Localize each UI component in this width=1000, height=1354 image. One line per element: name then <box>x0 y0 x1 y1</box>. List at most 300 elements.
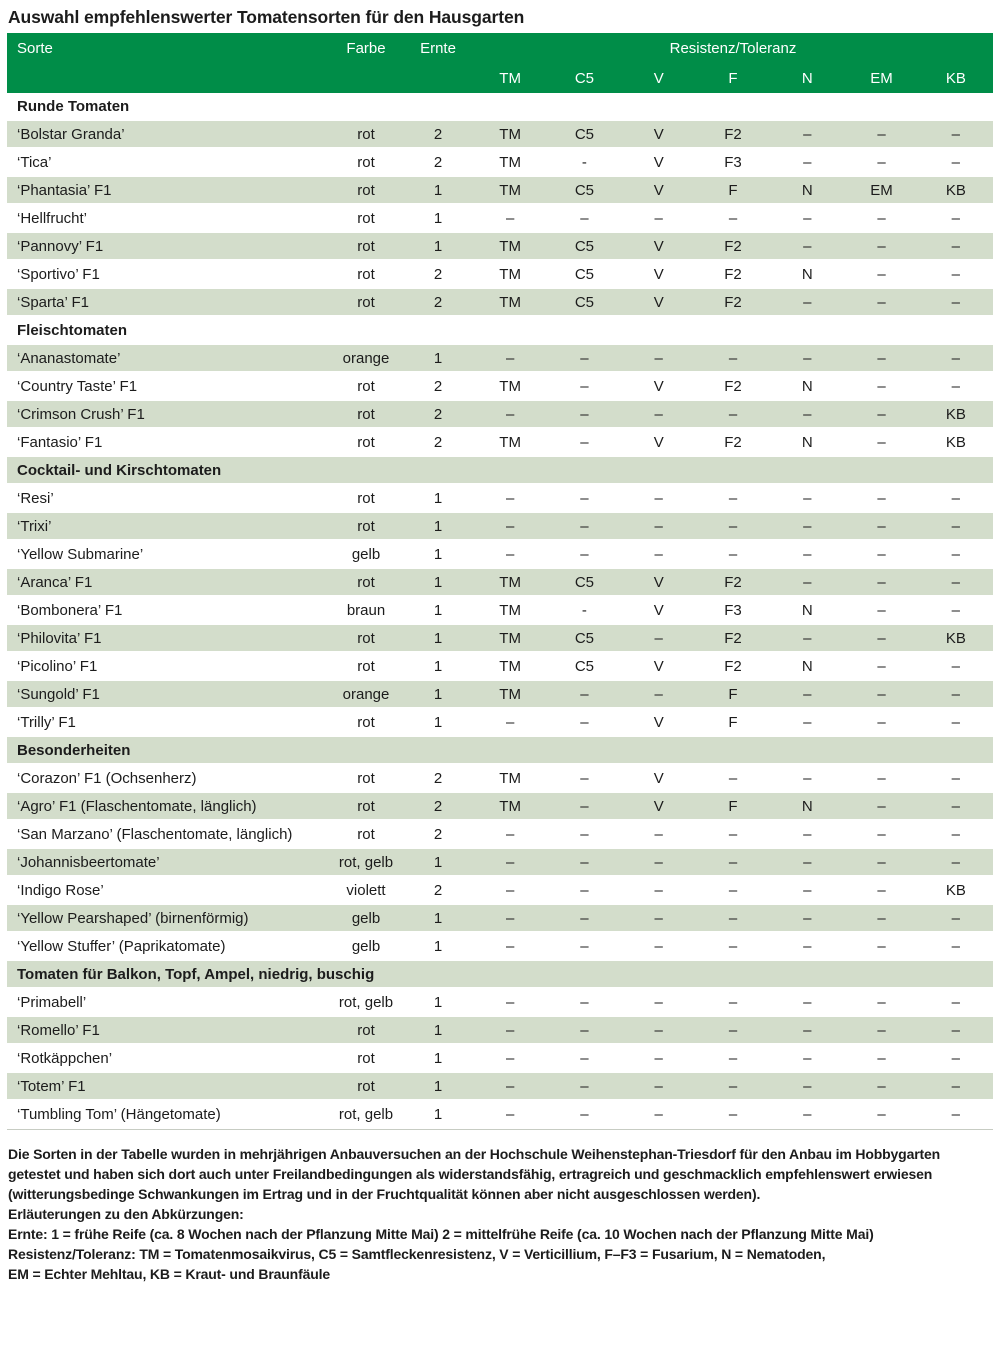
harvest-cell: 2 <box>403 401 473 429</box>
color-cell: rot <box>329 821 403 849</box>
resistance-cell-tm: TM <box>473 793 547 821</box>
resistance-cell-em: – <box>844 1045 918 1073</box>
resistance-cell-v: – <box>622 1017 696 1045</box>
harvest-cell: 1 <box>403 681 473 709</box>
resistance-cell-c5: C5 <box>547 569 621 597</box>
resistance-cell-n: – <box>770 233 844 261</box>
resistance-cell-tm: – <box>473 877 547 905</box>
table-row <box>7 877 993 905</box>
color-cell: rot <box>329 177 403 205</box>
resistance-cell-v: V <box>622 569 696 597</box>
resistance-cell-kb: – <box>919 485 993 513</box>
resistance-cell-n: – <box>770 625 844 653</box>
color-cell: rot <box>329 709 403 737</box>
resistance-cell-kb: KB <box>919 877 993 905</box>
resistance-cell-tm: TM <box>473 177 547 205</box>
resistance-cell-v: – <box>622 1073 696 1101</box>
resistance-cell-n: – <box>770 149 844 177</box>
color-cell: rot <box>329 793 403 821</box>
resistance-cell-n: – <box>770 205 844 233</box>
resistance-cell-em: – <box>844 989 918 1017</box>
resistance-cell-v: – <box>622 345 696 373</box>
table-row <box>7 709 993 737</box>
table-row <box>7 121 993 149</box>
resistance-cell-c5: – <box>547 1101 621 1129</box>
column-header-em: EM <box>844 63 918 93</box>
table-row <box>7 569 993 597</box>
color-cell: rot <box>329 205 403 233</box>
column-header-v: V <box>622 63 696 93</box>
column-header-tm: TM <box>473 63 547 93</box>
resistance-cell-c5: – <box>547 709 621 737</box>
resistance-cell-c5: – <box>547 821 621 849</box>
resistance-cell-v: – <box>622 905 696 933</box>
color-cell: rot <box>329 401 403 429</box>
resistance-cell-f: F <box>696 793 770 821</box>
header-row-resistance-codes <box>7 63 993 93</box>
resistance-cell-c5: – <box>547 989 621 1017</box>
resistance-cell-c5: – <box>547 905 621 933</box>
resistance-cell-n: – <box>770 121 844 149</box>
variety-name-cell: ‘Aranca’ F1 <box>7 569 329 597</box>
variety-name-cell: ‘Primabell’ <box>7 989 329 1017</box>
resistance-cell-f: – <box>696 541 770 569</box>
variety-name-cell: ‘Romello’ F1 <box>7 1017 329 1045</box>
harvest-cell: 1 <box>403 485 473 513</box>
harvest-cell: 1 <box>403 345 473 373</box>
resistance-cell-c5: C5 <box>547 625 621 653</box>
harvest-cell: 2 <box>403 793 473 821</box>
resistance-cell-kb: – <box>919 597 993 625</box>
resistance-cell-kb: – <box>919 933 993 961</box>
variety-name-cell: ‘San Marzano’ (Flaschentomate, länglich) <box>7 821 329 849</box>
resistance-cell-v: – <box>622 541 696 569</box>
resistance-cell-c5: – <box>547 1045 621 1073</box>
resistance-cell-kb: – <box>919 821 993 849</box>
harvest-cell: 1 <box>403 597 473 625</box>
table-row <box>7 205 993 233</box>
resistance-cell-v: – <box>622 989 696 1017</box>
resistance-cell-kb: – <box>919 289 993 317</box>
resistance-cell-f: F2 <box>696 233 770 261</box>
resistance-cell-f: – <box>696 513 770 541</box>
harvest-cell: 1 <box>403 989 473 1017</box>
resistance-cell-n: – <box>770 681 844 709</box>
resistance-cell-n: – <box>770 1017 844 1045</box>
resistance-cell-kb: – <box>919 513 993 541</box>
harvest-cell: 1 <box>403 1101 473 1129</box>
resistance-cell-kb: KB <box>919 401 993 429</box>
resistance-cell-n: – <box>770 513 844 541</box>
resistance-cell-em: – <box>844 485 918 513</box>
resistance-cell-v: – <box>622 877 696 905</box>
resistance-cell-f: – <box>696 1045 770 1073</box>
section-title: Cocktail- und Kirschtomaten <box>7 457 993 485</box>
resistance-cell-n: – <box>770 989 844 1017</box>
resistance-cell-f: F2 <box>696 373 770 401</box>
resistance-cell-em: – <box>844 149 918 177</box>
table-row <box>7 989 993 1017</box>
harvest-cell: 1 <box>403 1045 473 1073</box>
resistance-cell-f: F <box>696 177 770 205</box>
resistance-cell-v: V <box>622 709 696 737</box>
resistance-cell-v: V <box>622 121 696 149</box>
variety-name-cell: ‘Hellfrucht’ <box>7 205 329 233</box>
color-cell: rot, gelb <box>329 1101 403 1129</box>
resistance-cell-kb: – <box>919 765 993 793</box>
resistance-cell-f: F2 <box>696 289 770 317</box>
resistance-cell-kb: – <box>919 345 993 373</box>
resistance-cell-n: – <box>770 541 844 569</box>
resistance-cell-n: – <box>770 485 844 513</box>
table-body <box>7 93 993 1129</box>
resistance-cell-kb: – <box>919 541 993 569</box>
variety-name-cell: ‘Agro’ F1 (Flaschentomate, länglich) <box>7 793 329 821</box>
resistance-cell-tm: TM <box>473 625 547 653</box>
resistance-cell-tm: – <box>473 1073 547 1101</box>
resistance-cell-v: V <box>622 765 696 793</box>
color-cell: gelb <box>329 905 403 933</box>
footer-line: EM = Echter Mehltau, KB = Kraut- und Braunfäule <box>8 1266 330 1282</box>
resistance-cell-c5: – <box>547 765 621 793</box>
resistance-cell-em: – <box>844 877 918 905</box>
resistance-cell-kb: – <box>919 1101 993 1129</box>
color-cell: gelb <box>329 541 403 569</box>
resistance-cell-n: – <box>770 1045 844 1073</box>
harvest-cell: 1 <box>403 1017 473 1045</box>
header-spacer <box>403 63 473 93</box>
variety-name-cell: ‘Indigo Rose’ <box>7 877 329 905</box>
resistance-cell-tm: – <box>473 933 547 961</box>
resistance-cell-em: – <box>844 401 918 429</box>
color-cell: rot, gelb <box>329 989 403 1017</box>
table-row <box>7 597 993 625</box>
column-header-c5: C5 <box>547 63 621 93</box>
resistance-cell-kb: – <box>919 1045 993 1073</box>
table-row <box>7 177 993 205</box>
column-header-sorte: Sorte <box>7 33 329 63</box>
resistance-cell-n: – <box>770 709 844 737</box>
resistance-cell-n: N <box>770 429 844 457</box>
resistance-cell-v: V <box>622 597 696 625</box>
resistance-cell-f: – <box>696 849 770 877</box>
resistance-cell-f: – <box>696 821 770 849</box>
resistance-cell-tm: TM <box>473 681 547 709</box>
resistance-cell-tm: – <box>473 709 547 737</box>
resistance-cell-n: – <box>770 569 844 597</box>
variety-name-cell: ‘Corazon’ F1 (Ochsenherz) <box>7 765 329 793</box>
resistance-cell-em: – <box>844 625 918 653</box>
table-row <box>7 485 993 513</box>
section-header-row <box>7 737 993 765</box>
variety-name-cell: ‘Phantasia’ F1 <box>7 177 329 205</box>
resistance-cell-tm: – <box>473 205 547 233</box>
harvest-cell: 2 <box>403 821 473 849</box>
resistance-cell-kb: KB <box>919 625 993 653</box>
resistance-cell-v: – <box>622 205 696 233</box>
resistance-cell-em: – <box>844 261 918 289</box>
variety-name-cell: ‘Sportivo’ F1 <box>7 261 329 289</box>
resistance-cell-v: V <box>622 653 696 681</box>
resistance-cell-f: F2 <box>696 261 770 289</box>
resistance-cell-c5: – <box>547 373 621 401</box>
resistance-cell-n: – <box>770 877 844 905</box>
variety-name-cell: ‘Pannovy’ F1 <box>7 233 329 261</box>
table-row <box>7 1101 993 1129</box>
resistance-cell-em: – <box>844 373 918 401</box>
variety-name-cell: ‘Yellow Pearshaped’ (birnenförmig) <box>7 905 329 933</box>
resistance-cell-kb: – <box>919 905 993 933</box>
resistance-cell-v: – <box>622 625 696 653</box>
table-row <box>7 905 993 933</box>
resistance-cell-em: – <box>844 569 918 597</box>
table-row <box>7 821 993 849</box>
resistance-cell-em: – <box>844 429 918 457</box>
resistance-cell-v: – <box>622 849 696 877</box>
harvest-cell: 2 <box>403 765 473 793</box>
resistance-cell-tm: TM <box>473 373 547 401</box>
harvest-cell: 2 <box>403 877 473 905</box>
resistance-cell-c5: – <box>547 541 621 569</box>
section-header-row <box>7 93 993 121</box>
resistance-cell-c5: – <box>547 681 621 709</box>
variety-name-cell: ‘Rotkäppchen’ <box>7 1045 329 1073</box>
resistance-cell-kb: – <box>919 373 993 401</box>
resistance-cell-tm: – <box>473 345 547 373</box>
harvest-cell: 1 <box>403 569 473 597</box>
resistance-cell-f: – <box>696 989 770 1017</box>
variety-name-cell: ‘Sungold’ F1 <box>7 681 329 709</box>
section-title: Tomaten für Balkon, Topf, Ampel, niedrig, buschig <box>7 961 993 989</box>
table-row <box>7 233 993 261</box>
resistance-cell-tm: TM <box>473 597 547 625</box>
resistance-cell-kb: – <box>919 149 993 177</box>
variety-name-cell: ‘Crimson Crush’ F1 <box>7 401 329 429</box>
resistance-cell-v: – <box>622 485 696 513</box>
resistance-cell-f: F2 <box>696 653 770 681</box>
resistance-cell-c5: – <box>547 1017 621 1045</box>
resistance-cell-n: – <box>770 849 844 877</box>
variety-name-cell: ‘Johannisbeertomate’ <box>7 849 329 877</box>
resistance-cell-em: – <box>844 765 918 793</box>
resistance-cell-em: EM <box>844 177 918 205</box>
page-title: Auswahl empfehlenswerter Tomatensorten für den Hausgarten <box>8 7 525 27</box>
resistance-cell-kb: – <box>919 989 993 1017</box>
harvest-cell: 1 <box>403 625 473 653</box>
resistance-cell-em: – <box>844 653 918 681</box>
resistance-cell-c5: – <box>547 345 621 373</box>
resistance-cell-tm: – <box>473 849 547 877</box>
resistance-cell-kb: – <box>919 121 993 149</box>
resistance-cell-c5: – <box>547 401 621 429</box>
resistance-cell-em: – <box>844 905 918 933</box>
resistance-cell-n: – <box>770 821 844 849</box>
column-group-resistenz-toleranz: Resistenz/Toleranz <box>473 33 993 63</box>
color-cell: rot <box>329 429 403 457</box>
resistance-cell-c5: – <box>547 877 621 905</box>
variety-name-cell: ‘Picolino’ F1 <box>7 653 329 681</box>
color-cell: rot <box>329 513 403 541</box>
color-cell: rot <box>329 373 403 401</box>
resistance-cell-tm: – <box>473 905 547 933</box>
resistance-cell-v: V <box>622 261 696 289</box>
color-cell: rot <box>329 261 403 289</box>
color-cell: rot <box>329 1017 403 1045</box>
resistance-cell-tm: TM <box>473 653 547 681</box>
resistance-cell-c5: – <box>547 933 621 961</box>
variety-name-cell: ‘Bombonera’ F1 <box>7 597 329 625</box>
resistance-cell-f: F2 <box>696 625 770 653</box>
variety-name-cell: ‘Philovita’ F1 <box>7 625 329 653</box>
resistance-cell-tm: TM <box>473 569 547 597</box>
harvest-cell: 2 <box>403 373 473 401</box>
resistance-cell-v: – <box>622 1101 696 1129</box>
table-row <box>7 653 993 681</box>
harvest-cell: 1 <box>403 233 473 261</box>
variety-name-cell: ‘Trixi’ <box>7 513 329 541</box>
resistance-cell-kb: – <box>919 793 993 821</box>
harvest-cell: 1 <box>403 709 473 737</box>
resistance-cell-em: – <box>844 681 918 709</box>
resistance-cell-c5: – <box>547 793 621 821</box>
table-row <box>7 1017 993 1045</box>
resistance-cell-c5: C5 <box>547 177 621 205</box>
table-row <box>7 261 993 289</box>
resistance-cell-kb: – <box>919 261 993 289</box>
resistance-cell-tm: TM <box>473 289 547 317</box>
resistance-cell-f: – <box>696 1101 770 1129</box>
resistance-cell-n: – <box>770 765 844 793</box>
resistance-cell-v: V <box>622 233 696 261</box>
resistance-cell-n: – <box>770 933 844 961</box>
table-row <box>7 345 993 373</box>
table-row <box>7 1073 993 1101</box>
resistance-cell-tm: TM <box>473 261 547 289</box>
harvest-cell: 2 <box>403 429 473 457</box>
resistance-cell-em: – <box>844 205 918 233</box>
table-row <box>7 541 993 569</box>
color-cell: rot <box>329 1045 403 1073</box>
resistance-cell-v: – <box>622 681 696 709</box>
resistance-cell-f: – <box>696 1017 770 1045</box>
color-cell: gelb <box>329 933 403 961</box>
resistance-cell-tm: TM <box>473 121 547 149</box>
resistance-cell-c5: – <box>547 205 621 233</box>
section-header-row <box>7 961 993 989</box>
variety-name-cell: ‘Totem’ F1 <box>7 1073 329 1101</box>
color-cell: rot <box>329 233 403 261</box>
footer-line: Resistenz/Toleranz: TM = Tomatenmosaikvirus, C5 = Samtfleckenresistenz, V = Verticillium, F–F3 = Fusarium, N = Nematoden, <box>8 1246 826 1262</box>
column-header-kb: KB <box>919 63 993 93</box>
resistance-cell-f: – <box>696 1073 770 1101</box>
harvest-cell: 2 <box>403 261 473 289</box>
resistance-cell-kb: – <box>919 653 993 681</box>
resistance-cell-f: – <box>696 345 770 373</box>
resistance-cell-n: – <box>770 905 844 933</box>
variety-name-cell: ‘Fantasio’ F1 <box>7 429 329 457</box>
resistance-cell-f: – <box>696 765 770 793</box>
resistance-cell-em: – <box>844 121 918 149</box>
table-row <box>7 401 993 429</box>
table-row <box>7 149 993 177</box>
table-row <box>7 849 993 877</box>
harvest-cell: 1 <box>403 905 473 933</box>
resistance-cell-c5: C5 <box>547 233 621 261</box>
resistance-cell-v: V <box>622 793 696 821</box>
resistance-cell-kb: KB <box>919 177 993 205</box>
resistance-cell-n: N <box>770 597 844 625</box>
variety-name-cell: ‘Trilly’ F1 <box>7 709 329 737</box>
variety-name-cell: ‘Tumbling Tom’ (Hängetomate) <box>7 1101 329 1129</box>
resistance-cell-v: V <box>622 289 696 317</box>
footer-line: Ernte: 1 = frühe Reife (ca. 8 Wochen nach der Pflanzung Mitte Mai) 2 = mittelfrühe Reife (ca. 10 Wochen nach der Pflanzung Mitte Mai) <box>8 1226 874 1242</box>
resistance-cell-n: N <box>770 261 844 289</box>
resistance-cell-kb: KB <box>919 429 993 457</box>
resistance-cell-n: N <box>770 373 844 401</box>
table-row <box>7 933 993 961</box>
resistance-cell-f: F <box>696 681 770 709</box>
resistance-cell-kb: – <box>919 233 993 261</box>
resistance-cell-tm: – <box>473 1017 547 1045</box>
resistance-cell-c5: – <box>547 1073 621 1101</box>
resistance-cell-n: N <box>770 793 844 821</box>
resistance-cell-f: – <box>696 877 770 905</box>
resistance-cell-n: N <box>770 653 844 681</box>
variety-name-cell: ‘Resi’ <box>7 485 329 513</box>
resistance-cell-em: – <box>844 513 918 541</box>
resistance-cell-n: – <box>770 1101 844 1129</box>
color-cell: rot <box>329 569 403 597</box>
resistance-cell-tm: TM <box>473 149 547 177</box>
variety-name-cell: ‘Tica’ <box>7 149 329 177</box>
resistance-cell-em: – <box>844 345 918 373</box>
table-row <box>7 793 993 821</box>
resistance-cell-c5: C5 <box>547 261 621 289</box>
resistance-cell-n: – <box>770 289 844 317</box>
resistance-cell-f: F <box>696 709 770 737</box>
color-cell: rot <box>329 485 403 513</box>
resistance-cell-tm: – <box>473 513 547 541</box>
column-header-f: F <box>696 63 770 93</box>
resistance-cell-c5: – <box>547 485 621 513</box>
variety-name-cell: ‘Sparta’ F1 <box>7 289 329 317</box>
resistance-cell-c5: - <box>547 597 621 625</box>
resistance-cell-n: N <box>770 177 844 205</box>
variety-name-cell: ‘Ananastomate’ <box>7 345 329 373</box>
footer-line: Erläuterungen zu den Abkürzungen: <box>8 1206 244 1222</box>
table-row <box>7 373 993 401</box>
resistance-cell-v: V <box>622 177 696 205</box>
resistance-cell-tm: – <box>473 401 547 429</box>
resistance-cell-f: F2 <box>696 429 770 457</box>
resistance-cell-em: – <box>844 289 918 317</box>
resistance-cell-em: – <box>844 793 918 821</box>
resistance-cell-f: – <box>696 485 770 513</box>
harvest-cell: 1 <box>403 653 473 681</box>
color-cell: braun <box>329 597 403 625</box>
table-header <box>7 33 993 93</box>
resistance-cell-em: – <box>844 933 918 961</box>
resistance-cell-tm: TM <box>473 765 547 793</box>
column-header-n: N <box>770 63 844 93</box>
color-cell: rot <box>329 625 403 653</box>
resistance-cell-em: – <box>844 849 918 877</box>
section-header-row <box>7 317 993 345</box>
resistance-cell-em: – <box>844 821 918 849</box>
resistance-cell-em: – <box>844 233 918 261</box>
harvest-cell: 1 <box>403 849 473 877</box>
header-spacer <box>329 63 403 93</box>
